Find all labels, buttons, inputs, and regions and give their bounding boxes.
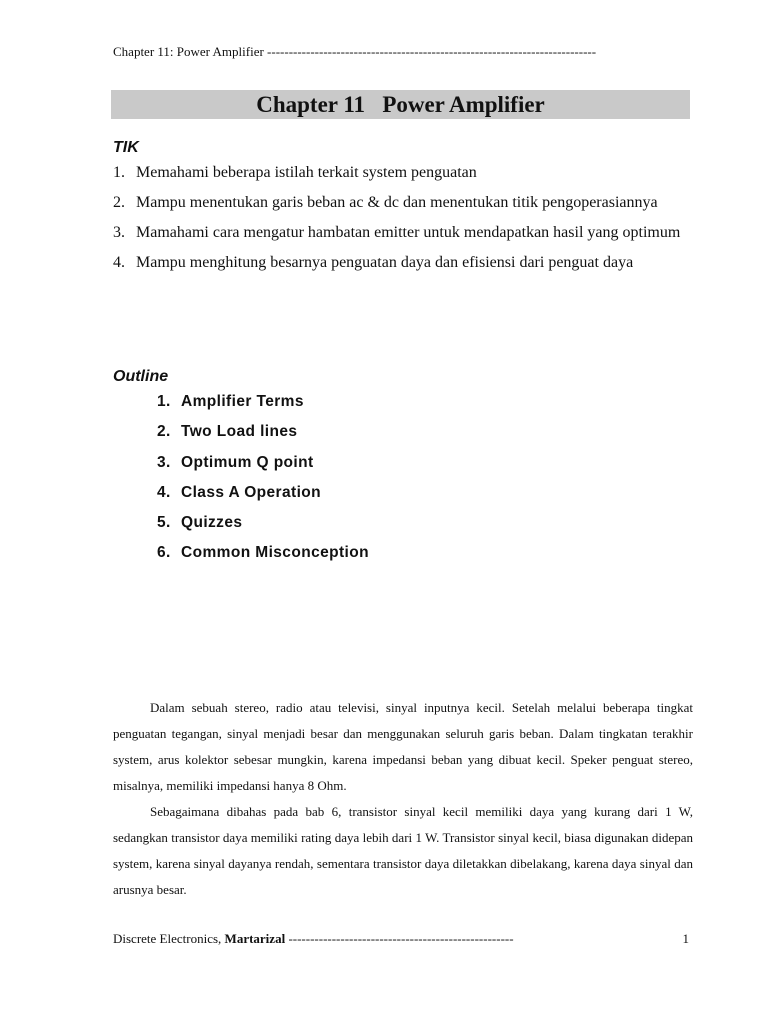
tik-item-text: Mampu menghitung besarnya penguatan daya dan efisiensi dari penguat daya [136,254,634,271]
outline-item-text: Optimum Q point [181,453,314,471]
tik-item-number: 3. [113,224,125,241]
tik-item [113,158,703,188]
tik-item-number: 4. [113,254,125,271]
chapter-name: Power Amplifier [382,92,545,117]
footer-dashes: ---------------------------------------------------- [285,931,514,946]
tik-item-number: 1. [113,164,125,181]
body-text [113,695,693,903]
tik-item-number: 2. [113,194,125,211]
body-paragraph: Dalam sebuah stereo, radio atau televisi, sinyal inputnya kecil. Setelah melalui beberapa tingkat penguatan tegangan, sinyal menjadi besar dan menggunakan seluruh garis beban. Dalam tingkatan terakhir system, arus kolektor sebesar mungkin, karena impedansi beban yang dibuat kecil. Speker penguat stereo, misalnya, memiliki impedansi hanya 8 Ohm. [113,700,693,793]
outline-item [157,538,369,568]
outline-heading: Outline [113,368,169,385]
outline-item-number: 2. [157,423,171,441]
tik-item [113,218,703,248]
outline-item [157,387,369,417]
chapter-title-bar [111,90,690,119]
outline-item [157,478,369,508]
tik-item-text: Mamahami cara mengatur hambatan emitter untuk mendapatkan hasil yang optimum [136,224,681,241]
tik-item [113,248,703,278]
outline-item [157,508,369,538]
tik-item-text: Memahami beberapa istilah terkait system penguatan [136,164,477,181]
outline-item-text: Amplifier Terms [181,393,304,410]
chapter-number: Chapter 11 [256,92,366,117]
header-text: Chapter 11: Power Amplifier ---------------------------------------------------------------------------- [113,44,597,59]
footer-author: Martarizal [224,931,286,946]
outline-item-number: 1. [157,393,171,410]
outline-item-text: Quizzes [181,514,243,532]
tik-list [113,158,703,278]
outline-item-number: 4. [157,483,171,501]
page-number: 1 [682,931,689,946]
page-header [113,44,693,60]
tik-item [113,188,703,218]
outline-item-text: Two Load lines [181,423,298,441]
outline-item [157,417,369,447]
outline-item [157,448,369,478]
page-footer [113,931,689,947]
outline-item-number: 5. [157,514,171,532]
outline-item-number: 3. [157,453,171,471]
tik-heading: TIK [113,139,139,156]
outline-item-number: 6. [157,544,171,562]
outline-item-text: Class A Operation [181,483,322,501]
outline-item-text: Common Misconception [181,544,369,562]
outline-list [157,387,369,569]
footer-book: Discrete Electronics, [113,931,225,946]
tik-item-text: Mampu menentukan garis beban ac & dc dan menentukan titik pengoperasiannya [136,194,658,211]
body-paragraph: Sebagaimana dibahas pada bab 6, transistor sinyal kecil memiliki daya yang kurang dari 1 W, sedangkan transistor daya memiliki rating daya lebih dari 1 W. Transistor sinyal kecil, biasa digunakan didepan system, karena sinyal dayanya rendah, sementara transistor daya diletakkan dibelakang, karena daya sinyal dan arusnya besar. [113,804,693,897]
